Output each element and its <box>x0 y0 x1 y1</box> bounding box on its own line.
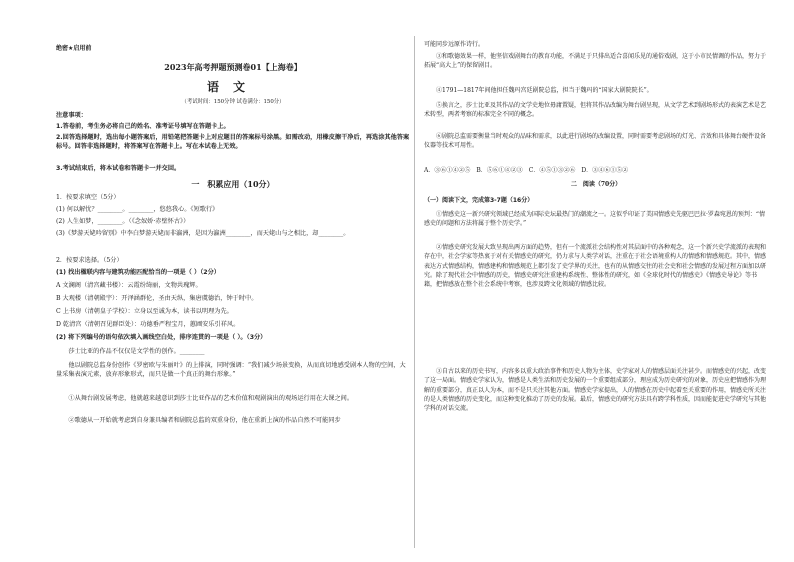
reading-paragraph-2: ②情感史研究发展大致呈现出两方面的趋势，但有一个流派社会结构性对其层面中的各种观念，这一个新兴史学流派的表现和存在中，社会学家等热衷于对有关情感史的研究，仍力求与人类学对话，注重在于社会语境重构人的情感和情感规范。其中，情感表达方式情感结构，情感建构和情感规范上都引发了史学界的关注，也有的从情感交往的社会史和社会情感的发展过程方面加以研究。除了现代社会中情感的历史，情感史研究注重建构系统性、整体性的研究，如《全球化时代的情感史》《情感史导论》等书籍，把情感放在整个社会系统中考察，也涉及跨文化领域的情感比较。 <box>424 244 767 289</box>
q2-sub-1: (1) 找出楹联内容与建筑功能匹配恰当的一项是（ ）（2分） <box>56 269 220 276</box>
right-line-4: ⑤换言之，莎士比亚及其作品的文学史地位毋庸置疑，但将其作品改编为舞台剧呈现，从文学艺术到剧场形式的表演艺术是艺术转型，两者考察的标准完全不同的概念。 <box>424 102 767 119</box>
reading-paragraph-3: ③自古以来的历史书写，内容多以重大政治事件和历史人物为主体，史学家对人的情感层面关注甚少。而情感史的兴起，改变了这一局面。情感史学家认为，情感是人类生活和历史发展的一个重要组成部分，理应成为历史研究的对象，历史应把情感作为理解的重要部分，真正以人为本，而不是只关注其他方面。情感史学家提出，人的情感在历史中起着至关重要的作用，情感史所关注的是人类情感的历史变化，而这种变化推动了历史的发展。最后，情感史的研究方法具有跨学科性质，因而能促进史学研究与其他学科的对话交流。 <box>424 368 767 413</box>
q2-option-d: D 乾清宫（清朝召见群臣处）：功德垂严程宝月，蕙圃安乐引祥风。 <box>56 321 240 328</box>
notice-item-1: 1.答卷前，考生务必将自己的姓名、准考证号填写在答题卡上。 <box>56 123 230 130</box>
q2-option-a: A 文澜阁（清宫藏书楼）：云霞纷绮丽，文物共瑰辉。 <box>56 282 202 289</box>
q1-line-2: (2) 人生如梦，________。（《念奴娇·赤壁怀古》） <box>56 218 190 225</box>
right-line-1: 可能同步远原作诗行。 <box>424 41 485 48</box>
notice-item-3: 3.考试结束后，将本试卷和答题卡一并交回。 <box>56 165 181 172</box>
q2-passage-a: 莎士比亚的作品不仅仅是文学性的创作。________ <box>68 348 205 355</box>
q1-line-3: (3)《梦游天姥吟留别》中李白梦游天姥而非瀛洲，是因为瀛洲________，而天姥山与之相比，却________。 <box>56 230 350 237</box>
q2-option-c: C 上书房（清朝皇子学校）：立身以至诚为本，读书以明理为先。 <box>56 308 233 315</box>
q2-sub-2: (2) 将下列编号的语句依次填入画线空白处，排序连贯的一项是（ ）。（3分） <box>56 334 267 341</box>
notice-label: 注意事项： <box>56 112 87 119</box>
q2-option-b: B 大观楼（清朝殿宇）：开泽涵群伦，圣由天纵，集唐虞德治，钟于时中。 <box>56 295 258 302</box>
subject-title: 语文 <box>206 80 259 94</box>
section2-heading: 二 阅读（70分） <box>570 181 622 188</box>
q2-item-1: ①从舞台剧发展考虑，他就越来越意识到莎士比亚作品的艺术价值和观剧演出的观场运行用在大课之间。 <box>68 395 354 402</box>
q1-line-1: (1) 何以解忧？________。________，悠悠我心。《短歌行》 <box>56 206 219 213</box>
q2-label: 2．按要求选择。（5分） <box>56 257 123 264</box>
q1-label: 1．按要求填空（5分） <box>56 194 120 201</box>
right-line-3: ④1791—1817年间他担任魏玛宫廷剧院总监，担当于魏玛的“国家大剧院院长”。 <box>436 87 653 94</box>
section1-heading: 一 积累应用（10分） <box>191 179 275 189</box>
reading-paragraph-1: ①情感史这一新兴研究领域已经成为国际史坛最热门的潮流之一。这似乎印证了美国情感史先驱巴巴拉·罗森宛恩的预判：“情感史的问题和方法将属于整个历史学。” <box>424 211 765 228</box>
right-line-5: ⑥剧院总监需要衡量当时观众的品味和需求，以此进行剧场的改编设置，同时需要考虑剧场的灯光、音效和具体舞台硬件设备仪器等技术可用性。 <box>424 133 767 150</box>
q2-answer-options: A．③⑥①④②⑤ B．⑤⑥①④②③ C．④⑤①③②⑥ D．③④⑥①⑤② <box>424 167 629 174</box>
q2-item-2: ②歌德从一开始就考虑到自身兼具编者和剧院总监的双重身份，他在重新上演的作品自然不可能同步 <box>68 417 341 424</box>
secret-label: 绝密★启用前 <box>56 45 92 52</box>
exam-info: （考试时间：150分钟 试卷满分：150分） <box>181 99 285 105</box>
reading-1-label: （一）阅读下文，完成第3-7题（16分） <box>424 197 534 204</box>
q2-passage-b: 他以剧院总监身份创作《罗密欧与朱丽叶》的上排演，同时强调：“我们减少场景变换，从而真切地感受剧本人物的空间，大量采集表演元素，放弃形象形式，而只是做一个真正的舞台形象。” <box>56 362 406 379</box>
notice-item-2: 2.回答选择题时，选出每小题答案后，用铅笔把答题卡上对应题目的答案标号涂黑。如需改动，用橡皮擦干净后，再选涂其他答案标号。回答非选择题时，将答案写在答题卡上。写在本试卷上无效。 <box>56 134 410 151</box>
column-divider <box>414 36 415 548</box>
right-line-2: ③和歌德效果一样，他坚信戏剧舞台的教育功能，不满足于只排出适合喜闻乐见的通俗戏剧，这于小市民情调的作品，努力于拓展“高大上”的保留剧目。 <box>424 53 767 70</box>
exam-title: 2023年高考押题预测卷01【上海卷】 <box>164 62 302 72</box>
